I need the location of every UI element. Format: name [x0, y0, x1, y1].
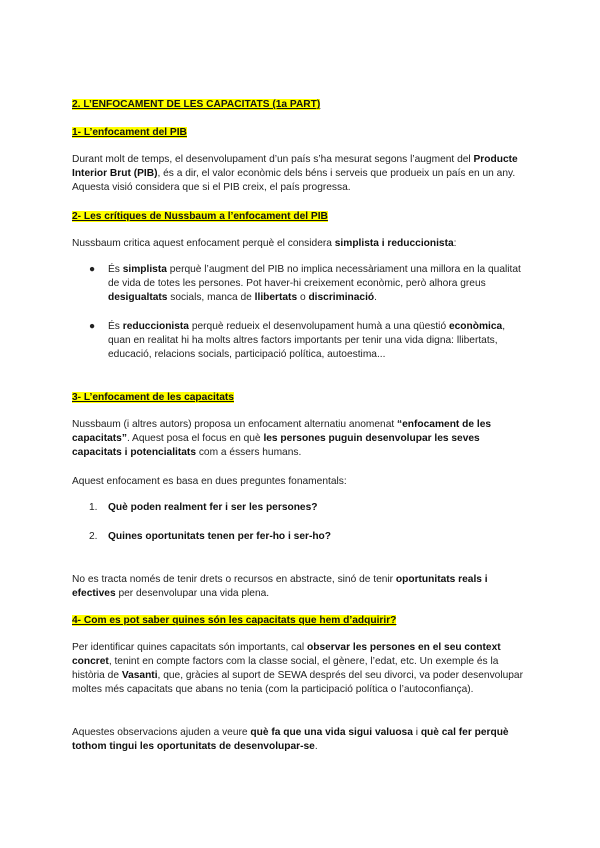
section-3-heading-text: 3- L’enfocament de les capacitats [72, 392, 234, 403]
bullet-item-text [108, 263, 528, 305]
text-run: per desenvolupar una vida plena. [115, 588, 270, 599]
section-4-paragraph-1 [72, 641, 528, 697]
text-run: perquè l’augment del PIB no implica necessàriament una millora en la qualitat de vida de totes les persones. Pot haver-hi creixement econòmic, però alhora greus [108, 264, 521, 289]
bold-text-run: reduccionista [122, 321, 189, 332]
question-text: Quines oportunitats tenen per fer-ho i ser-ho? [108, 531, 332, 542]
text-run: com a éssers humans. [196, 447, 302, 458]
text-run: , quan en realitat hi ha molts altres factors importants per tenir una vida digna: llibertats, educació, relacions socials, participació política, autoestima... [108, 321, 506, 360]
text-run: Per identificar quines capacitats són importants, cal [72, 642, 307, 653]
question-number: 2. [89, 531, 98, 542]
document-title [72, 98, 528, 112]
bold-text-run: Vasanti [121, 670, 158, 681]
section-4-heading-text: 4- Com es pot saber quines són les capacitats que hem d’adquirir? [72, 615, 397, 626]
section-4-heading [72, 614, 528, 628]
bold-text-run: Producte Interior Brut (PIB) [72, 154, 518, 179]
text-run: , tenint en compte factors com la classe social, el gènere, l’edat, etc. Un exemple és la història de [72, 656, 499, 681]
text-run: i [412, 727, 421, 738]
document-title-text: 2. L’ENFOCAMENT DE LES CAPACITATS (1a PART) [72, 99, 321, 110]
bullet-dot-icon: ● [89, 321, 96, 332]
section-2-intro [72, 237, 528, 251]
bold-text-run: llibertats [254, 292, 298, 303]
section-3-paragraph-2: Aquest enfocament es basa en dues preguntes fonamentals: [72, 476, 347, 487]
text-run: : [453, 238, 457, 249]
section-2-heading-text: 2- Les crítiques de Nussbaum a l’enfocament del PIB [72, 211, 328, 222]
bold-text-run: què fa que una vida sigui valuosa [250, 727, 413, 738]
text-run: . [374, 292, 377, 303]
text-run: Nussbaum (i altres autors) proposa un enfocament alternatiu anomenat [72, 419, 398, 430]
text-run: Aquestes observacions ajuden a veure [72, 727, 251, 738]
text-run: , que, gràcies al suport de SEWA després del seu divorci, va poder desenvolupar moltes més capacitats que abans no tenia (com la participació política o l’autoconfiança). [72, 670, 523, 695]
section-4-paragraph-2 [72, 726, 528, 754]
bold-text-run: discriminació [308, 292, 375, 303]
text-run: o [297, 292, 309, 303]
text-run: No es tracta només de tenir drets o recursos en abstracte, sinó de tenir [72, 574, 396, 585]
bullet-item-text [108, 320, 528, 362]
bullet-dot-icon: ● [89, 264, 96, 275]
bold-text-run: les persones puguin desenvolupar les seves capacitats i potencialitats [72, 433, 480, 458]
bold-text-run: observar les persones en el seu context concret [72, 642, 501, 667]
section-3-paragraph-3 [72, 573, 528, 601]
bold-text-run: simplista [122, 264, 167, 275]
section-2-heading [72, 210, 528, 224]
text-run: Nussbaum critica aquest enfocament perquè el considera [72, 238, 335, 249]
text-run: Durant molt de temps, el desenvolupament d’un país s’ha mesurat segons l’augment del [72, 154, 474, 165]
text-run: És [108, 321, 123, 332]
section-1-heading-text: 1- L’enfocament del PIB [72, 127, 187, 138]
bold-text-run: simplista i reduccionista [334, 238, 454, 249]
section-1-heading [72, 126, 528, 140]
section-1-paragraph [72, 153, 528, 195]
text-run: És [108, 264, 123, 275]
section-3-paragraph-1 [72, 418, 528, 460]
text-run: , és a dir, el valor econòmic dels béns i serveis que produeix un país en un any. Aquesta visió considera que si el PIB creix, el país progressa. [72, 168, 516, 193]
bold-text-run: econòmica [448, 321, 503, 332]
question-text: Què poden realment fer i ser les persones? [108, 502, 318, 513]
bold-text-run: “enfocament de les capacitats” [72, 419, 492, 444]
text-run: . Aquest posa el focus en què [126, 433, 264, 444]
text-run: . [314, 741, 318, 752]
bold-text-run: desigualtats [108, 292, 168, 303]
section-3-heading [72, 391, 528, 405]
text-run: perquè redueix el desenvolupament humà a una qüestió [188, 321, 449, 332]
question-number: 1. [89, 502, 98, 513]
bold-text-run: oportunitats reals i efectives [72, 574, 488, 599]
text-run: socials, manca de [167, 292, 255, 303]
bold-text-run: què cal fer perquè tothom tingui les oportunitats de desenvolupar-se [72, 727, 509, 752]
